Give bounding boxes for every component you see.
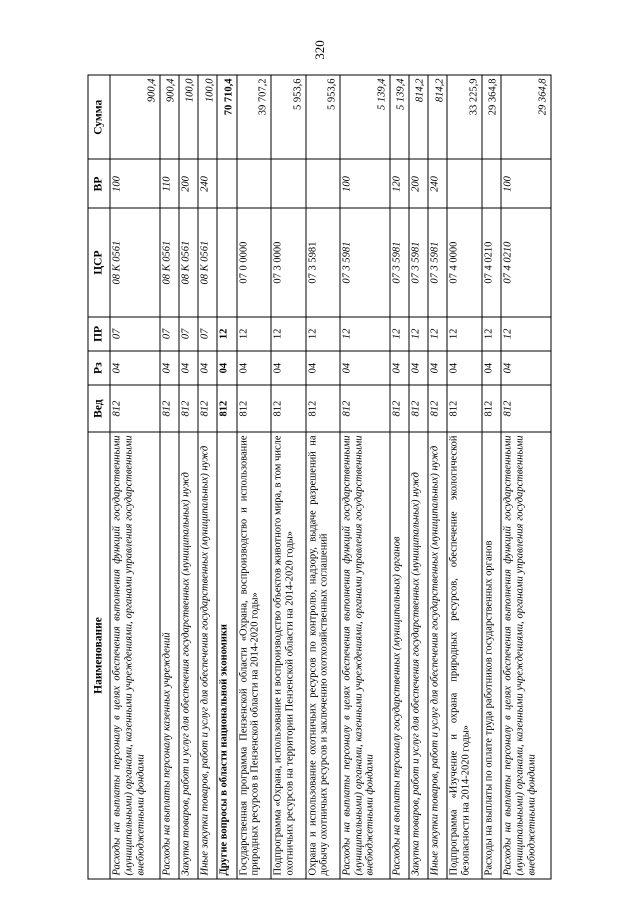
row-pr: 07 [198, 317, 217, 351]
table-row [236, 75, 270, 879]
row-vr: 200 [408, 159, 427, 208]
row-rz: 04 [305, 351, 339, 385]
row-rz: 04 [501, 351, 551, 385]
table-row [501, 75, 551, 879]
row-pr: 12 [428, 317, 447, 351]
row-pr: 12 [481, 317, 500, 351]
header-ved: Вед [88, 385, 110, 432]
row-name: Подпрограмма «Изучение и охрана природных ресурсов, обеспечение экологической безопасности на 2014-2020 годы» [447, 432, 481, 879]
row-vr: 200 [178, 159, 197, 208]
row-ved: 812 [447, 385, 481, 432]
header-rz: Рз [88, 351, 110, 385]
row-pr: 12 [501, 317, 551, 351]
row-rz: 04 [271, 351, 305, 385]
row-pr: 07 [110, 317, 160, 351]
row-name: Расходы на выплаты персоналу государственных (муниципальных) органов [389, 432, 408, 879]
row-sum: 39 707,2 [236, 75, 270, 159]
row-csr: 07 3 5981 [428, 208, 447, 316]
row-sum: 70 710,4 [217, 75, 236, 159]
row-ved: 812 [428, 385, 447, 432]
row-name: Подпрограмма «Охрана, использование и воспроизводство объектов животного мира, в том числе охотничьих ресурсов на территории Пензенской области на 2014-2020 годы» [271, 432, 305, 879]
row-sum: 5 139,4 [389, 75, 408, 159]
row-sum: 900,4 [159, 75, 178, 159]
row-rz: 04 [447, 351, 481, 385]
row-csr: 07 3 5981 [339, 208, 389, 316]
row-sum: 100,0 [178, 75, 197, 159]
row-vr: 100 [501, 159, 551, 208]
row-rz: 04 [110, 351, 160, 385]
row-csr: 07 4 0210 [481, 208, 500, 316]
table-row [481, 75, 500, 879]
row-rz: 04 [178, 351, 197, 385]
row-name: Закупка товаров, работ и услуг для обеспечения государственных (муниципальных) нужд [408, 432, 427, 879]
row-rz: 04 [217, 351, 236, 385]
header-csr: ЦСР [88, 208, 110, 316]
row-ved: 812 [110, 385, 160, 432]
row-ved: 812 [159, 385, 178, 432]
row-vr [271, 159, 305, 208]
page-number: 320 [312, 40, 327, 60]
row-rz: 04 [481, 351, 500, 385]
table-row [389, 75, 408, 879]
row-rz: 04 [389, 351, 408, 385]
row-sum: 814,2 [428, 75, 447, 159]
row-sum: 100,0 [198, 75, 217, 159]
row-vr: 240 [428, 159, 447, 208]
row-ved: 812 [389, 385, 408, 432]
row-pr: 12 [389, 317, 408, 351]
row-pr: 12 [271, 317, 305, 351]
table-row [110, 75, 160, 879]
row-name: Охрана и использование охотничьих ресурсов по контролю, надзору, выдаче разрешений на добычу охотничьих ресурсов и заключению охотхозяйственных соглашений [305, 432, 339, 879]
row-sum: 5 953,6 [305, 75, 339, 159]
row-ved: 812 [198, 385, 217, 432]
row-sum: 29 364,8 [481, 75, 500, 159]
row-csr: 07 3 5981 [408, 208, 427, 316]
table-row [178, 75, 197, 879]
row-name: Расходы на выплаты персоналу в целях обеспечения выполнения функций государственными (муниципальными) органами, казенными учреждениями, органами управления государственными внебюджетными фондами [339, 432, 389, 879]
row-pr: 12 [305, 317, 339, 351]
row-vr: 100 [110, 159, 160, 208]
row-sum: 5 953,6 [271, 75, 305, 159]
row-ved: 812 [305, 385, 339, 432]
row-csr: 07 3 0000 [271, 208, 305, 316]
row-csr [217, 208, 236, 316]
row-vr: 100 [339, 159, 389, 208]
row-sum: 5 139,4 [339, 75, 389, 159]
table-header-row [88, 75, 110, 879]
row-ved: 812 [408, 385, 427, 432]
row-ved: 812 [339, 385, 389, 432]
row-pr: 07 [159, 317, 178, 351]
row-vr [236, 159, 270, 208]
row-rz: 04 [198, 351, 217, 385]
row-pr: 12 [217, 317, 236, 351]
row-sum: 900,4 [110, 75, 160, 159]
row-name: Расходы на выплаты по оплате труда работников государственных органов [481, 432, 500, 879]
row-vr [447, 159, 481, 208]
row-vr: 240 [198, 159, 217, 208]
header-pr: ПР [88, 317, 110, 351]
row-pr: 07 [178, 317, 197, 351]
table-row [198, 75, 217, 879]
row-name: Другие вопросы в области национальной экономики [217, 432, 236, 879]
row-csr: 08 К 0561 [178, 208, 197, 316]
row-pr: 12 [408, 317, 427, 351]
row-ved: 812 [236, 385, 270, 432]
row-sum: 33 225,9 [447, 75, 481, 159]
row-csr: 08 К 0561 [198, 208, 217, 316]
header-vr: ВР [88, 159, 110, 208]
row-ved: 812 [217, 385, 236, 432]
row-csr: 07 3 5981 [305, 208, 339, 316]
row-name: Расходы на выплаты персоналу в целях обеспечения выполнения функций государственными (муниципальными) органами, казенными учреждениями, органами управления государственными внебюджетными фондами [110, 432, 160, 879]
row-csr: 07 0 0000 [236, 208, 270, 316]
row-pr: 12 [339, 317, 389, 351]
row-csr: 07 4 0000 [447, 208, 481, 316]
row-csr: 07 3 5981 [389, 208, 408, 316]
row-name: Иные закупки товаров, работ и услуг для обеспечения государственных (муниципальных) нужд [428, 432, 447, 879]
table-row [271, 75, 305, 879]
header-name: Наименование [88, 432, 110, 879]
row-ved: 812 [481, 385, 500, 432]
table-row [447, 75, 481, 879]
row-name: Государственная программа Пензенской области «Охрана, воспроизводство и использование природных ресурсов в Пензенской области на 2014-2020 годы» [236, 432, 270, 879]
row-sum: 29 364,8 [501, 75, 551, 159]
row-sum: 814,2 [408, 75, 427, 159]
row-vr [217, 159, 236, 208]
row-rz: 04 [339, 351, 389, 385]
row-vr: 120 [389, 159, 408, 208]
row-rz: 04 [428, 351, 447, 385]
budget-table-container [87, 75, 551, 880]
row-rz: 04 [159, 351, 178, 385]
row-vr: 110 [159, 159, 178, 208]
row-name: Расходы на выплаты персоналу в целях обеспечения выполнения функций государственными (муниципальными) органами, казенными учреждениями, органами управления государственными внебюджетными фондами [501, 432, 551, 879]
row-csr: 08 К 0561 [159, 208, 178, 316]
row-name: Расходы на выплаты персоналу казенных учреждений [159, 432, 178, 879]
row-vr [481, 159, 500, 208]
table-row [428, 75, 447, 879]
table-row [339, 75, 389, 879]
row-vr [305, 159, 339, 208]
table-row [159, 75, 178, 879]
row-name: Иные закупки товаров, работ и услуг для обеспечения государственных (муниципальных) нужд [198, 432, 217, 879]
budget-table [87, 75, 551, 880]
table-row [305, 75, 339, 879]
row-rz: 04 [236, 351, 270, 385]
row-ved: 812 [501, 385, 551, 432]
row-pr: 12 [447, 317, 481, 351]
row-pr: 12 [236, 317, 270, 351]
row-ved: 812 [178, 385, 197, 432]
header-sum: Сумма [88, 75, 110, 159]
table-row [408, 75, 427, 879]
row-csr: 07 4 0210 [501, 208, 551, 316]
table-row [217, 75, 236, 879]
row-name: Закупка товаров, работ и услуг для обеспечения государственных (муниципальных) нужд [178, 432, 197, 879]
row-ved: 812 [271, 385, 305, 432]
row-csr: 08 К 0561 [110, 208, 160, 316]
row-rz: 04 [408, 351, 427, 385]
